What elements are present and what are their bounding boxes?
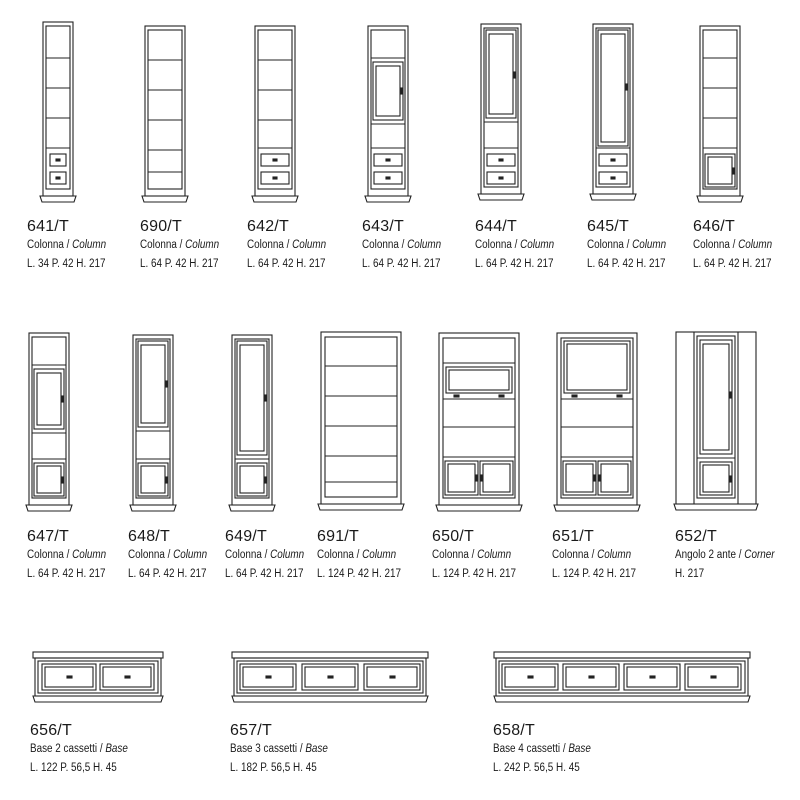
product-name: Colonna / Column [140, 239, 220, 251]
product-name: Colonna / Column [475, 239, 555, 251]
product-code: 649/T [225, 528, 267, 545]
product-dimensions: L. 124 P. 42 H. 217 [552, 568, 636, 580]
product-name: Base 4 cassetti / Base [493, 743, 591, 755]
product-code: 658/T [493, 722, 535, 739]
product-code: 691/T [317, 528, 359, 545]
product-name: Colonna / Column [432, 549, 512, 561]
product-code: 651/T [552, 528, 594, 545]
product-code: 657/T [230, 722, 272, 739]
product-dimensions: L. 64 P. 42 H. 217 [225, 568, 304, 580]
drawing-657-t [231, 652, 431, 704]
product-dimensions: L. 242 P. 56,5 H. 45 [493, 762, 580, 774]
product-code: 645/T [587, 218, 629, 235]
product-name: Colonna / Column [27, 549, 107, 561]
product-name: Colonna / Column [27, 239, 107, 251]
product-dimensions: L. 64 P. 42 H. 217 [27, 568, 106, 580]
product-dimensions: L. 64 P. 42 H. 217 [140, 258, 219, 270]
product-code: 642/T [247, 218, 289, 235]
product-dimensions: H. 217 [675, 568, 705, 580]
drawing-690-t [142, 26, 192, 201]
drawing-649-t [229, 335, 279, 513]
drawing-648-t [130, 335, 180, 513]
product-name: Colonna / Column [693, 239, 773, 251]
drawing-658-t [493, 652, 755, 704]
product-name: Colonna / Column [128, 549, 208, 561]
drawing-651-t [554, 333, 644, 513]
product-code: 644/T [475, 218, 517, 235]
product-name: Base 3 cassetti / Base [230, 743, 328, 755]
product-dimensions: L. 34 P. 42 H. 217 [27, 258, 106, 270]
drawing-647-t [26, 333, 76, 511]
product-dimensions: L. 64 P. 42 H. 217 [247, 258, 326, 270]
product-dimensions: L. 124 P. 42 H. 217 [317, 568, 401, 580]
product-dimensions: L. 64 P. 42 H. 217 [587, 258, 666, 270]
product-dimensions: L. 64 P. 42 H. 217 [475, 258, 554, 270]
product-name: Colonna / Column [587, 239, 667, 251]
product-code: 690/T [140, 218, 182, 235]
product-name: Colonna / Column [317, 549, 397, 561]
drawing-650-t [436, 333, 526, 513]
drawing-644-t [478, 24, 528, 199]
product-name: Base 2 cassetti / Base [30, 743, 128, 755]
drawing-646-t [697, 26, 747, 201]
drawing-652-t [674, 332, 764, 512]
product-code: 652/T [675, 528, 717, 545]
product-code: 648/T [128, 528, 170, 545]
product-code: 650/T [432, 528, 474, 545]
product-dimensions: L. 122 P. 56,5 H. 45 [30, 762, 117, 774]
product-name: Colonna / Column [552, 549, 632, 561]
product-code: 646/T [693, 218, 735, 235]
drawing-642-t [252, 26, 302, 201]
product-name: Colonna / Column [225, 549, 305, 561]
drawing-641-t [40, 22, 80, 202]
product-dimensions: L. 64 P. 42 H. 217 [693, 258, 772, 270]
product-code: 641/T [27, 218, 69, 235]
drawing-656-t [32, 652, 167, 704]
drawing-645-t [590, 24, 640, 199]
product-dimensions: L. 64 P. 42 H. 217 [362, 258, 441, 270]
product-dimensions: L. 64 P. 42 H. 217 [128, 568, 207, 580]
product-dimensions: L. 182 P. 56,5 H. 45 [230, 762, 317, 774]
product-name: Colonna / Column [362, 239, 442, 251]
product-name: Colonna / Column [247, 239, 327, 251]
product-code: 643/T [362, 218, 404, 235]
product-code: 656/T [30, 722, 72, 739]
product-code: 647/T [27, 528, 69, 545]
product-dimensions: L. 124 P. 42 H. 217 [432, 568, 516, 580]
product-name: Angolo 2 ante / Corner [675, 549, 775, 561]
drawing-643-t [365, 26, 415, 201]
drawing-691-t [318, 332, 408, 512]
